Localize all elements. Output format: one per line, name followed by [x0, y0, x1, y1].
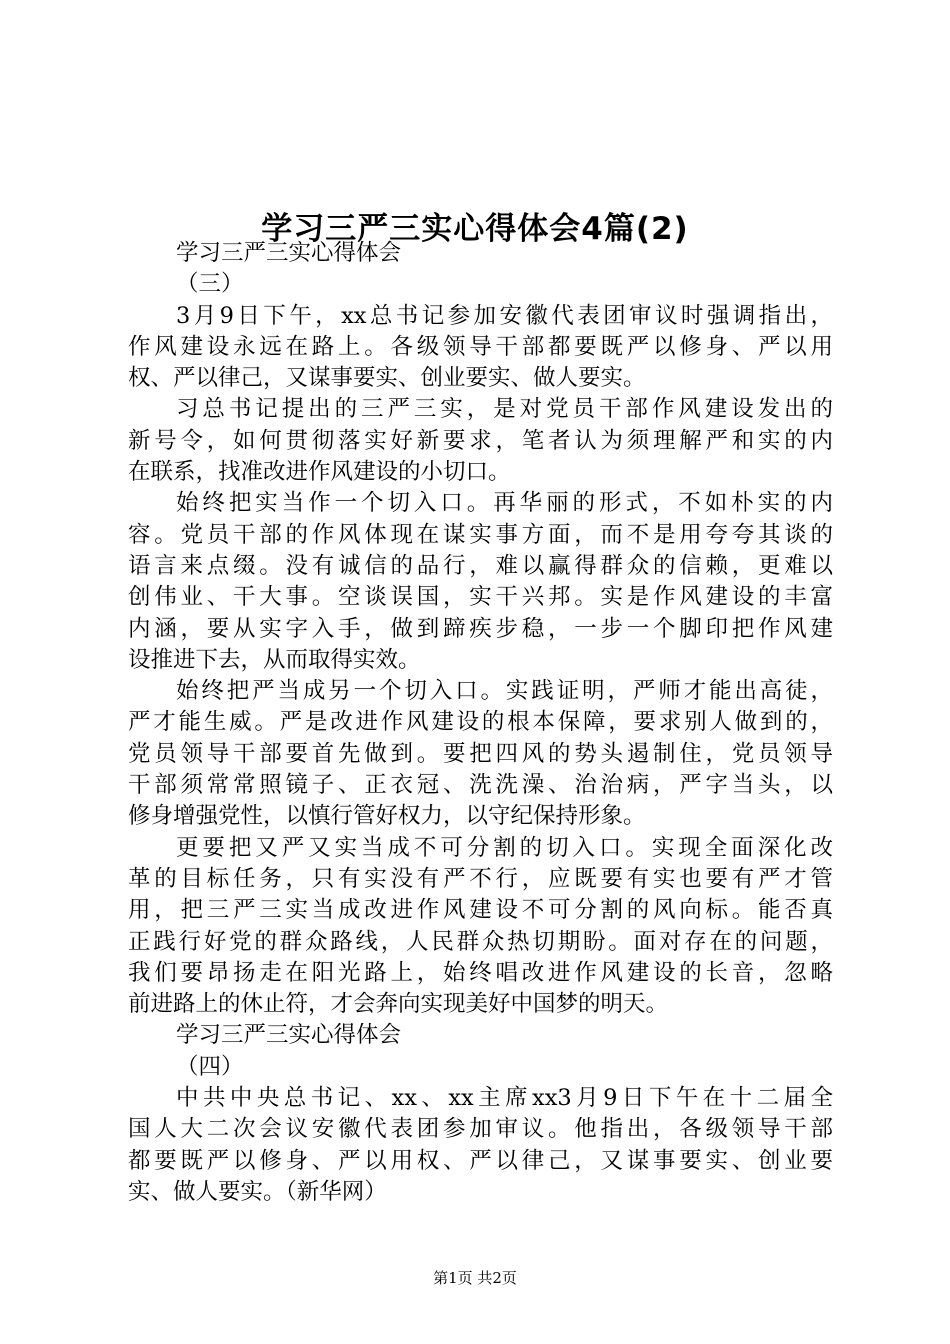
text-line: （三） — [176, 271, 244, 298]
text-line: 严才能生威。严是改进作风建设的根本保障，要求别人做到的， — [128, 709, 833, 736]
text-line: 正践行好党的群众路线，人民群众热切期盼。面对存在的问题， — [128, 928, 833, 955]
text-line: 用，把三严三实当成改进作风建设不可分割的风向标。能否真 — [128, 897, 833, 924]
text-line: 容。党员干部的作风体现在谋实事方面，而不是用夸夸其谈的 — [128, 521, 833, 548]
text-line: 都要既严以修身、严以用权、严以律己，又谋事要实、创业要 — [128, 1147, 833, 1174]
text-line: 3月9日下午，xx总书记参加安徽代表团审议时强调指出， — [176, 302, 833, 329]
text-line: 革的目标任务，只有实没有严不行，应既要有实也要有严才管 — [128, 865, 833, 892]
text-line: 作风建设永远在路上。各级领导干部都要既严以修身、严以用 — [128, 333, 833, 360]
text-line: 干部须常常照镜子、正衣冠、洗洗澡、治治病，严字当头，以 — [128, 772, 833, 799]
text-line: 内涵，要从实字入手，做到蹄疾步稳，一步一个脚印把作风建 — [128, 615, 833, 642]
page-footer: 第1页 共2页 — [433, 1269, 517, 1287]
text-line: （四） — [176, 1053, 244, 1080]
text-line: 习总书记提出的三严三实，是对党员干部作风建设发出的 — [176, 396, 833, 423]
text-line: 始终把严当成另一个切入口。实践证明，严师才能出高徒， — [176, 678, 833, 705]
text-line: 学习三严三实心得体会 — [176, 240, 402, 266]
text-line: 创伟业、干大事。空谈误国，实干兴邦。实是作风建设的丰富 — [128, 584, 833, 611]
text-line: 实、做人要实。（新华网） — [128, 1178, 387, 1205]
document-title: 学习三严三实心得体会4篇(2) — [261, 210, 689, 247]
text-line: 党员领导干部要首先做到。要把四风的势头遏制住，党员领导 — [128, 740, 833, 767]
text-line: 更要把又严又实当成不可分割的切入口。实现全面深化改 — [176, 834, 833, 861]
text-line: 前进路上的休止符，才会奔向实现美好中国梦的明天。 — [128, 991, 669, 1018]
text-line: 始终把实当作一个切入口。再华丽的形式，不如朴实的内 — [176, 490, 833, 517]
text-line: 我们要昂扬走在阳光路上，始终唱改进作风建设的长音，忽略 — [128, 959, 833, 986]
text-line: 新号令，如何贯彻落实好新要求，笔者认为须理解严和实的内 — [128, 427, 833, 454]
text-line: 权、严以律己，又谋事要实、创业要实、做人要实。 — [128, 365, 646, 392]
text-line: 语言来点缀。没有诚信的品行，难以赢得群众的信赖，更难以 — [128, 552, 833, 579]
text-line: 在联系，找准改进作风建设的小切口。 — [128, 459, 511, 486]
text-line: 中共中央总书记、xx、xx主席xx3月9日下午在十二届全 — [176, 1085, 833, 1112]
text-line: 设推进下去，从而取得实效。 — [128, 646, 421, 673]
text-line: 国人大二次会议安徽代表团参加审议。他指出，各级领导干部 — [128, 1116, 833, 1143]
text-line: 修身增强党性，以慎行管好权力，以守纪保持形象。 — [128, 803, 646, 830]
text-line: 学习三严三实心得体会 — [176, 1022, 402, 1049]
document-body — [128, 238, 833, 1208]
